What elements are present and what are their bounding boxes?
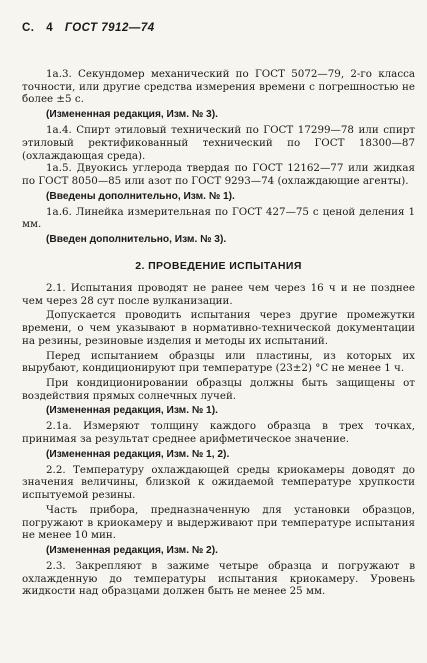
header-prefix: С.: [22, 22, 35, 34]
paragraph: Перед испытанием образцы или пластины, из которых их вырубают, кондиционируют при температуре (23±2) °С не менее 1 ч.: [22, 349, 415, 375]
paragraph-2-3: 2.3. Закрепляют в зажиме четыре образца и погружают в охлажденную до температуры испытания криокамеру. Уровень жидкости над образцами должен быть не менее 25 мм.: [22, 559, 415, 598]
amendment-note: (Измененная редакция, Изм. № 1, 2).: [46, 448, 230, 460]
amendment-note: (Измененная редакция, Изм. № 3).: [46, 109, 218, 121]
standard-title: ГОСТ 7912—74: [64, 22, 155, 34]
paragraph-1a6: 1а.6. Линейка измерительная по ГОСТ 427—75 с ценой деления 1 мм.: [22, 205, 415, 231]
amendment-note: (Введен дополнительно, Изм. № 3).: [46, 234, 227, 246]
section-heading: 2. ПРОВЕДЕНИЕ ИСПЫТАНИЯ: [135, 260, 302, 273]
paragraph-1a3: 1а.3. Секундомер механический по ГОСТ 5072—79, 2-го класса точности, или другие средства измерения времени с погрешностью не более ±5 с.: [22, 68, 415, 106]
paragraph: Допускается проводить испытания через другие промежутки времени, о чем указывают в нормативно-технической документации на резины, резиновые изделия и методы их испытаний.: [22, 309, 415, 347]
amendment-note: (Введены дополнительно, Изм. № 1).: [46, 190, 235, 202]
paragraph-1a5: 1а.5. Двуокись углерода твердая по ГОСТ 12162—77 или жидкая по ГОСТ 8050—85 или азот по ГОСТ 9293—74 (охлаждающие агенты).: [22, 162, 415, 187]
paragraph: Часть прибора, предназначенную для установки образцов, погружают в криокамеру и выдерживают при температуре испытания не менее 10 мин.: [22, 503, 415, 542]
paragraph-2-1: 2.1. Испытания проводят не ранее чем через 16 ч и не позднее чем через 28 сут после вулканизации.: [22, 282, 415, 307]
amendment-note: (Измененная редакция, Изм. № 1).: [46, 405, 218, 417]
paragraph-2-1a: 2.1а. Измеряют толщину каждого образца в трех точках, принимая за результат среднее арифметическое значение.: [22, 420, 415, 446]
amendment-note: (Измененная редакция, Изм. № 2).: [46, 544, 218, 556]
paragraph: При кондиционировании образцы должны быть защищены от воздействия прямых солнечных лучей.: [22, 376, 415, 402]
paragraph-1a4: 1а.4. Спирт этиловый технический по ГОСТ 17299—78 или спирт этиловый ректификованный технический по ГОСТ 18300—87 (охлаждающая среда).: [22, 124, 415, 162]
page-number: 4: [46, 22, 54, 34]
paragraph-2-2: 2.2. Температуру охлаждающей среды криокамеры доводят до значения величины, близкой к ожидаемой температуре хрупкости испытуемой резины.: [22, 463, 415, 502]
page-header: [22, 22, 415, 68]
